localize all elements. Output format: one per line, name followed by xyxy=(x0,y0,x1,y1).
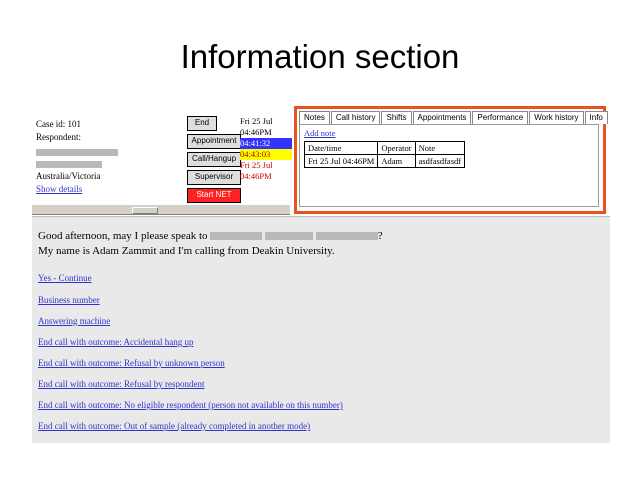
script-line-1-suffix: ? xyxy=(377,230,383,242)
script-text xyxy=(38,229,383,259)
timestamp-time-bottom: 04:46PM xyxy=(240,171,272,181)
appointment-button[interactable]: Appointment xyxy=(187,134,241,149)
response-options-list xyxy=(38,273,598,442)
tab-call-history[interactable]: Call history xyxy=(331,111,381,124)
action-button-column xyxy=(187,116,243,206)
script-line-1-prefix: Good afternoon, may I please speak to xyxy=(38,230,208,242)
option-out-of-sample[interactable]: End call with outcome: Out of sample (already completed in another mode) xyxy=(38,421,311,431)
call-hangup-button[interactable]: Call/Hangup xyxy=(187,152,241,167)
script-area xyxy=(32,216,610,443)
timestamp-date-top: Fri 25 Jul xyxy=(240,116,273,126)
highlighted-info-section xyxy=(294,106,606,214)
option-yes-continue[interactable]: Yes - Continue xyxy=(38,273,92,283)
add-note-link[interactable]: Add note xyxy=(304,128,336,138)
tab-appointments[interactable]: Appointments xyxy=(413,111,472,124)
application-screenshot xyxy=(32,104,610,442)
timestamp-date-bottom: Fri 25 Jul xyxy=(240,160,273,170)
column-header-note: Note xyxy=(415,142,464,155)
timestamp-call-connect: 04:43:03 xyxy=(240,149,292,160)
script-line-2: My name is Adam Zammit and I'm calling from Deakin University. xyxy=(38,245,335,257)
tab-info[interactable]: Info xyxy=(585,111,608,124)
supervisor-button[interactable]: Supervisor xyxy=(187,170,241,185)
case-id-label: Case id: 101 xyxy=(36,119,81,129)
redacted-name-3 xyxy=(316,232,378,240)
script-line-1 xyxy=(38,229,383,244)
respondent-detail-redacted xyxy=(36,157,176,170)
option-answering-machine[interactable]: Answering machine xyxy=(38,316,111,326)
tab-notes[interactable]: Notes xyxy=(299,111,330,124)
timestamp-column xyxy=(240,116,292,182)
end-button[interactable]: End xyxy=(187,116,217,131)
notes-table xyxy=(304,141,465,168)
timestamp-time-top: 04:46PM xyxy=(240,127,272,137)
tab-panel xyxy=(299,111,601,209)
option-business-number[interactable]: Business number xyxy=(38,295,100,305)
option-refusal-by-respondent[interactable]: End call with outcome: Refusal by respondent xyxy=(38,379,205,389)
top-panel xyxy=(32,104,610,216)
page-title: Information section xyxy=(180,38,460,75)
case-info-block xyxy=(36,118,176,196)
timestamp-call-start: 04:41:32 xyxy=(240,138,292,149)
column-header-datetime: Date/time xyxy=(305,142,378,155)
respondent-location: Australia/Victoria xyxy=(36,171,101,181)
cell-operator: Adam xyxy=(378,155,415,168)
show-details-link[interactable]: Show details xyxy=(36,184,83,194)
respondent-label: Respondent: xyxy=(36,132,81,142)
table-row[interactable] xyxy=(305,155,465,168)
cell-datetime: Fri 25 Jul 04:46PM xyxy=(305,155,378,168)
column-header-operator: Operator xyxy=(378,142,415,155)
tab-performance[interactable]: Performance xyxy=(472,111,528,124)
respondent-name-redacted xyxy=(36,144,176,157)
tab-work-history[interactable]: Work history xyxy=(529,111,583,124)
start-net-button[interactable]: Start NET xyxy=(187,188,241,203)
table-header-row xyxy=(305,142,465,155)
option-refusal-unknown-person[interactable]: End call with outcome: Refusal by unknown person xyxy=(38,358,225,368)
panel-splitter[interactable] xyxy=(32,204,290,215)
tab-strip xyxy=(299,111,609,124)
tab-shifts[interactable]: Shifts xyxy=(381,111,411,124)
redacted-name-2 xyxy=(265,232,313,240)
option-no-eligible-respondent[interactable]: End call with outcome: No eligible respondent (person not available on this number) xyxy=(38,400,343,410)
cell-note: asdfasdfasdf xyxy=(415,155,464,168)
splitter-grip[interactable] xyxy=(132,207,158,214)
notes-tab-body xyxy=(299,124,599,207)
option-accidental-hangup[interactable]: End call with outcome: Accidental hang up xyxy=(38,337,194,347)
redacted-name-1 xyxy=(210,232,262,240)
